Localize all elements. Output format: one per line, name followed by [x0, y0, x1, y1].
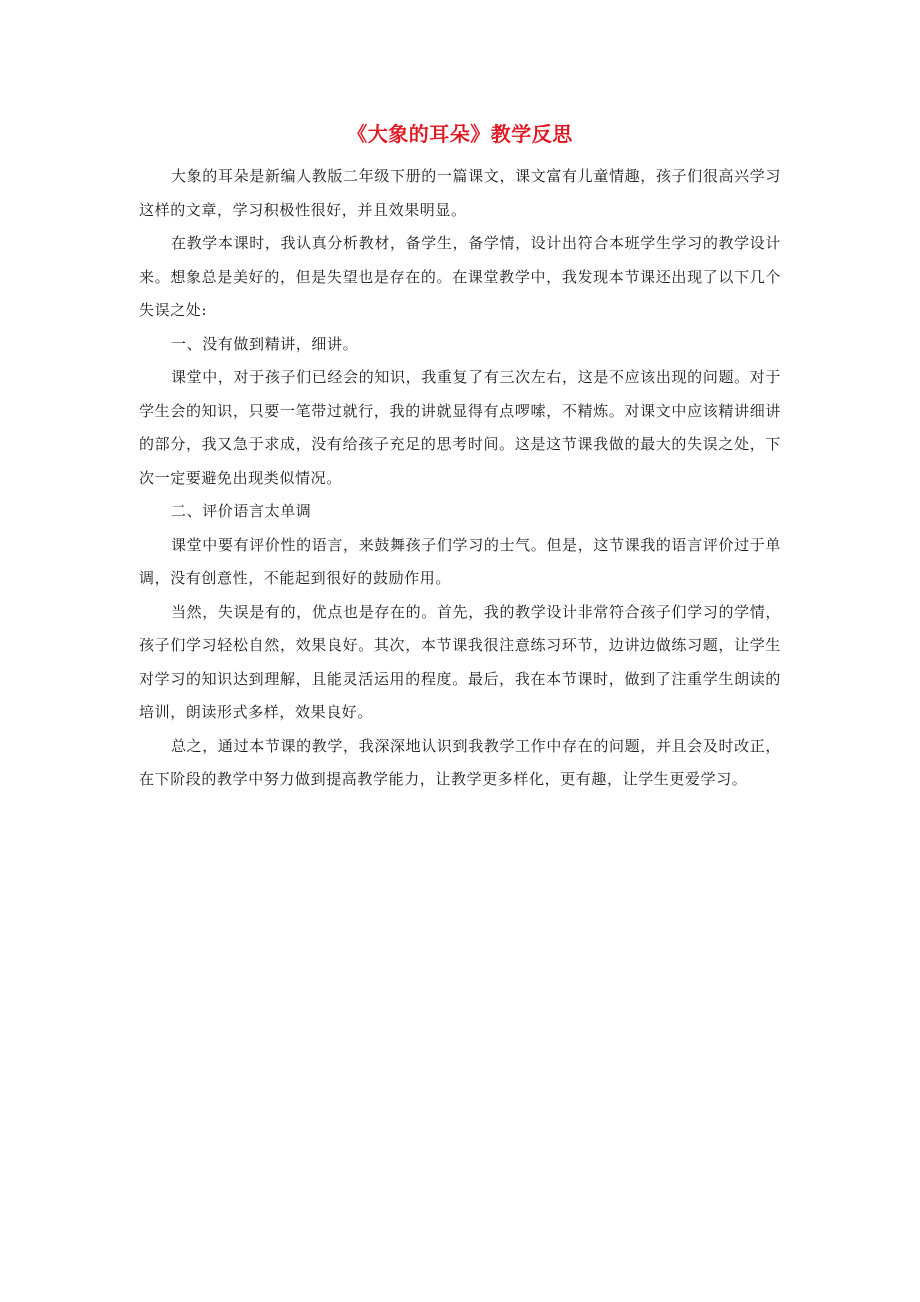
- paragraph-intro: 大象的耳朵是新编人教版二年级下册的一篇课文，课文富有儿童情趣，孩子们很高兴学习这样的文章，学习积极性很好，并且效果明显。: [139, 167, 781, 219]
- document-body: [139, 118, 781, 797]
- section-heading-1: 一、没有做到精讲，细讲。: [171, 334, 359, 353]
- paragraph-preparation: 在教学本课时，我认真分析教材，备学生，备学情，设计出符合本班学生学习的教学设计来。想象总是美好的，但是失望也是存在的。在课堂教学中，我发现本节课还出现了以下几个失误之处:: [139, 234, 781, 319]
- section-heading-2: 二、评价语言太单调: [171, 502, 312, 520]
- paragraph-repetition: 课堂中，对于孩子们已经会的知识，我重复了有三次左右，这是不应该出现的问题。对于学生会的知识，只要一笔带过就行，我的讲就显得有点啰嗦，不精炼。对课文中应该精讲细讲的部分，我又急于求成，没有给孩子充足的思考时间。这是这节课我做的最大的失误之处，下次一定要避免出现类似情况。: [139, 368, 781, 487]
- paragraph-conclusion: 总之，通过本节课的教学，我深深地认识到我教学工作中存在的问题，并且会及时改正，在下阶段的教学中努力做到提高教学能力，让教学更多样化，更有趣，让学生更爱学习。: [139, 736, 781, 788]
- paragraph-evaluation: 课堂中要有评价性的语言，来鼓舞孩子们学习的士气。但是，这节课我的语言评价过于单调，没有创意性，不能起到很好的鼓励作用。: [139, 535, 781, 587]
- paragraph-strengths: 当然，失误是有的，优点也是存在的。首先，我的教学设计非常符合孩子们学习的学情，孩子们学习轻松自然，效果良好。其次，本节课我很注意练习环节，边讲边做练习题，让学生对学习的知识达到理解，且能灵活运用的程度。最后，我在本节课时，做到了注重学生朗读的培训，朗读形式多样，效果良好。: [139, 602, 781, 721]
- document-title: 《大象的耳朵》教学反思: [347, 122, 573, 146]
